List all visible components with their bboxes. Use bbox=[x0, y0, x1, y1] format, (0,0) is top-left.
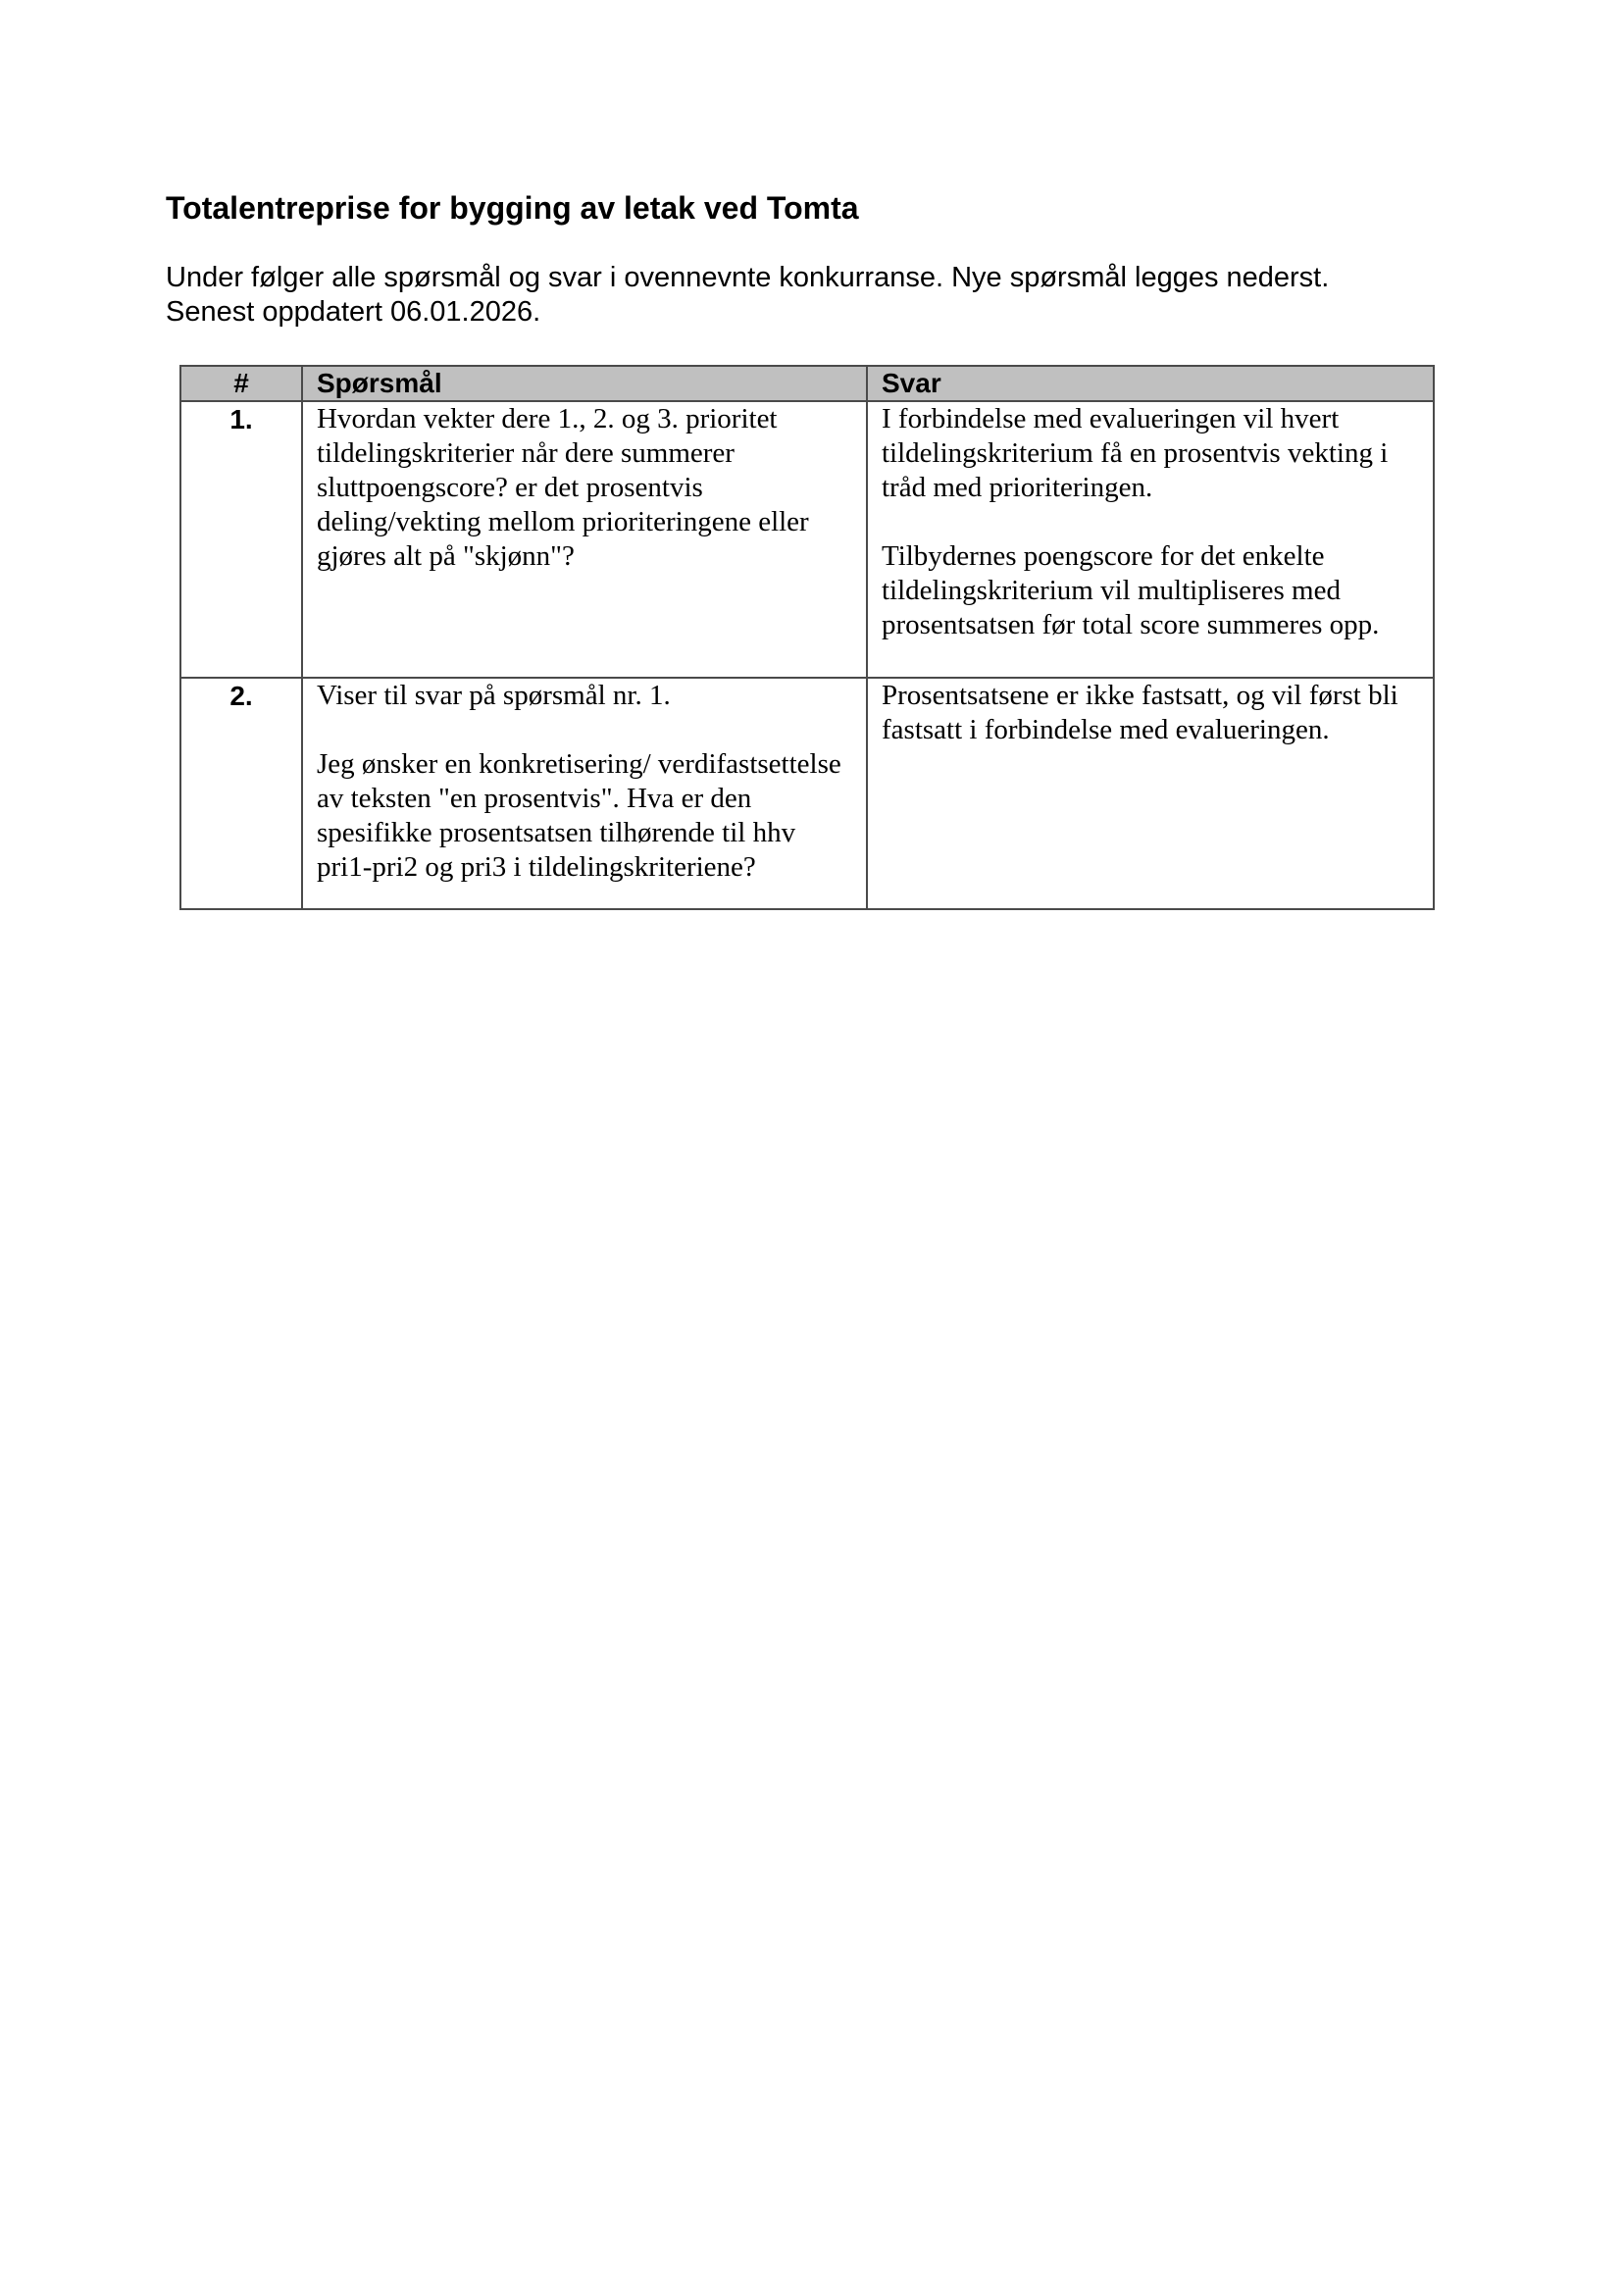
answer-text: Tilbydernes poengscore for det enkelte tildelingskriterium vil multipliseres med prosentsatsen før total score summeres opp. bbox=[882, 540, 1380, 640]
table-header-row bbox=[180, 366, 1434, 401]
row-number: 2. bbox=[180, 678, 302, 909]
header-answer: Svar bbox=[867, 366, 1434, 401]
last-updated-line: Senest oppdatert 06.01.2026. bbox=[166, 296, 541, 328]
intro-text bbox=[166, 261, 1470, 330]
table-row bbox=[180, 678, 1434, 909]
table-row bbox=[180, 401, 1434, 678]
header-number: # bbox=[180, 366, 302, 401]
question-text: Hvordan vekter dere 1., 2. og 3. prioritet tildelingskriterier når dere summerer sluttpoengscore? er det prosentvis deling/vekting mellom prioriteringene eller gjøres alt på "skjønn"? bbox=[317, 403, 809, 572]
answer-text: I forbindelse med evalueringen vil hvert tildelingskriterium få en prosentvis vekting i tråd med prioriteringen. bbox=[882, 403, 1389, 503]
header-question: Spørsmål bbox=[302, 366, 867, 401]
answer-text: Prosentsatsene er ikke fastsatt, og vil først bli fastsatt i forbindelse med evalueringen. bbox=[882, 680, 1398, 745]
qa-table bbox=[179, 365, 1435, 910]
document-title: Totalentreprise for bygging av letak ved Tomta bbox=[166, 190, 859, 226]
answer-cell bbox=[867, 401, 1434, 678]
question-cell bbox=[302, 401, 867, 678]
question-text: Jeg ønsker en konkretisering/ verdifastsettelse av teksten "en prosentvis". Hva er den spesifikke prosentsatsen tilhørende til hhv pri1-pri2 og pri3 i tildelingskriteriene? bbox=[317, 748, 841, 883]
question-cell bbox=[302, 678, 867, 909]
question-text: Viser til svar på spørsmål nr. 1. bbox=[317, 680, 671, 711]
row-number: 1. bbox=[180, 401, 302, 678]
intro-line: Under følger alle spørsmål og svar i ovennevnte konkurranse. Nye spørsmål legges nederst. bbox=[166, 262, 1330, 293]
answer-cell bbox=[867, 678, 1434, 909]
